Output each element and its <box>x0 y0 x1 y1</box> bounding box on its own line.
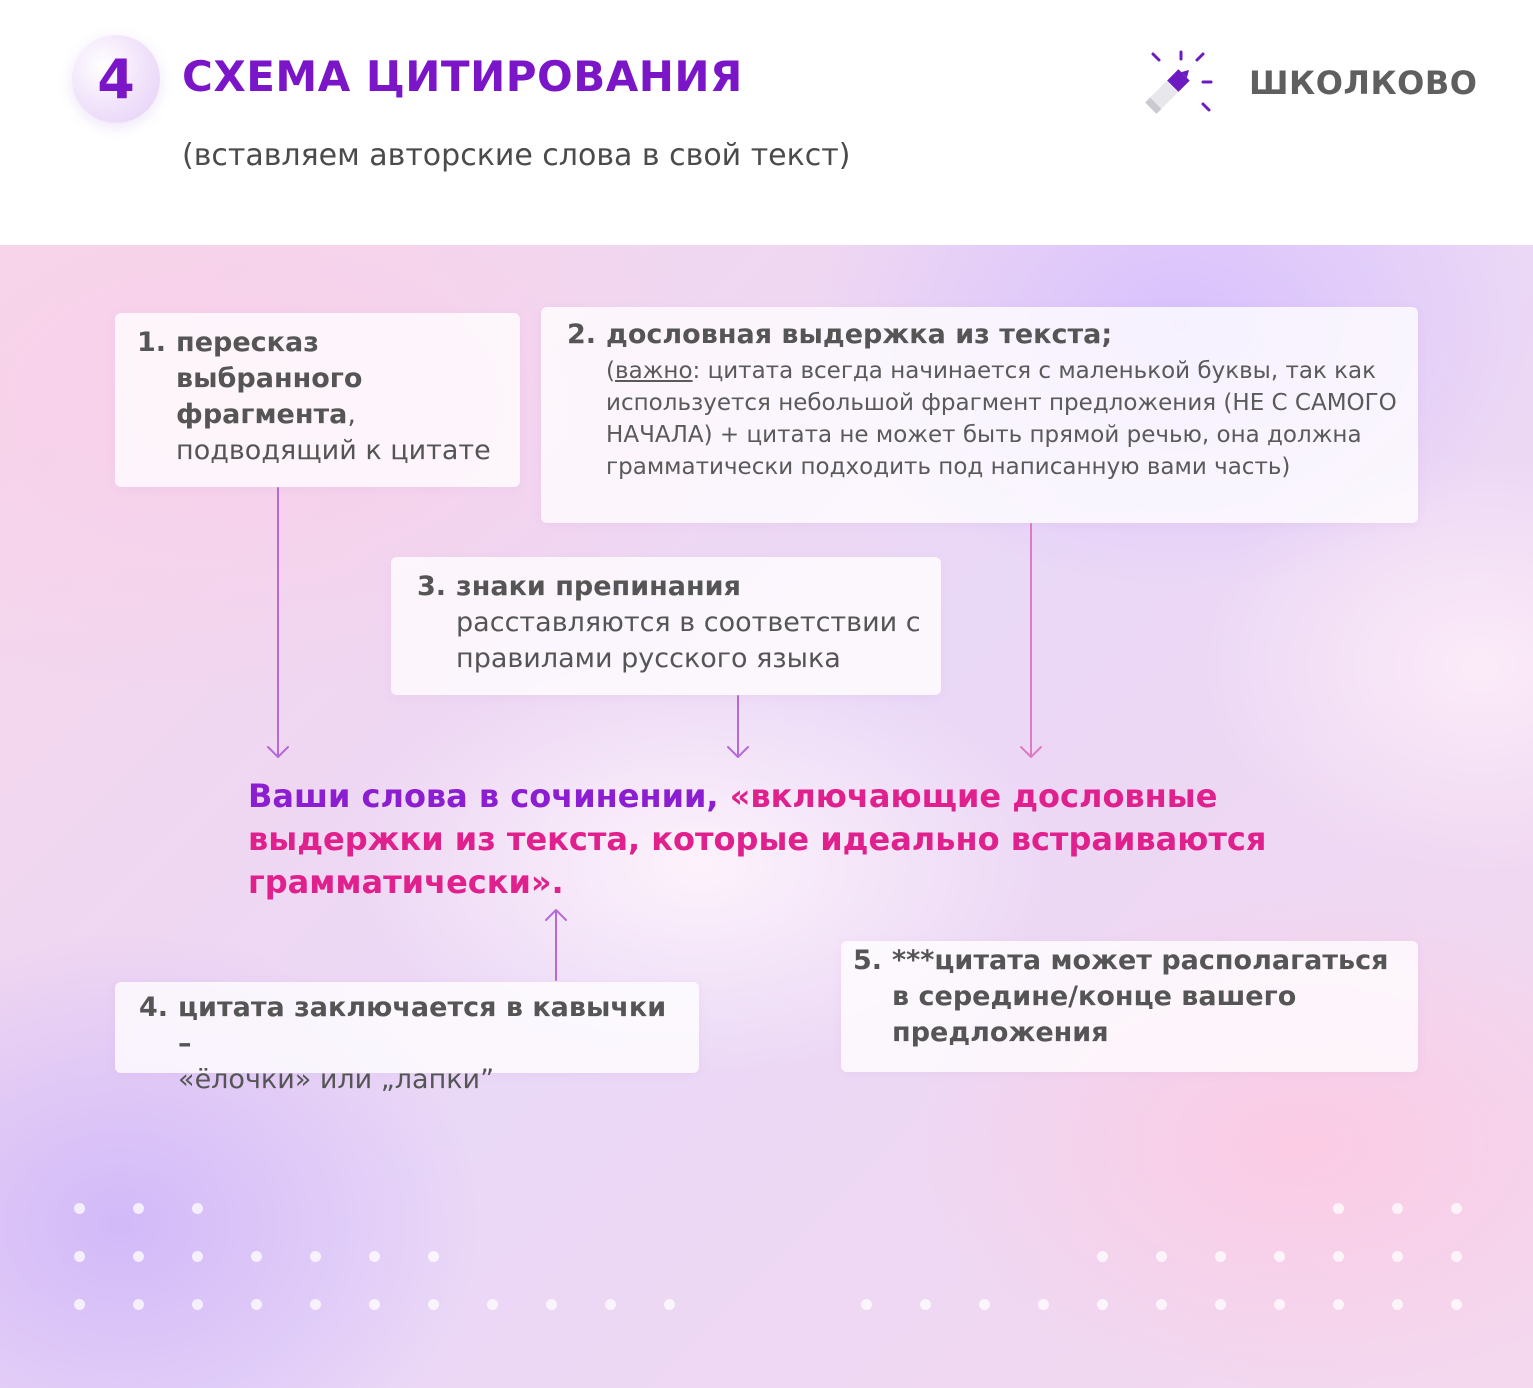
step-number-badge <box>72 35 160 123</box>
page-subtitle: (вставляем авторские слова в свой текст) <box>182 138 851 173</box>
box-1-number: 1. <box>137 327 167 358</box>
box-quotation-marks <box>115 982 699 1095</box>
box-punctuation <box>391 557 941 695</box>
box-4-text: «ёлочки» или „лапки” <box>178 1064 495 1095</box>
box-3-number: 3. <box>417 571 447 602</box>
box-3-text: расставляются в соответствии с правилами русского языка <box>456 607 921 674</box>
box-4-number: 4. <box>139 992 169 1023</box>
box-2-title: дословная выдержка из текста; <box>606 319 1113 350</box>
box-2-important-word: важно <box>615 358 693 384</box>
step-number: 4 <box>97 47 135 111</box>
box-2-note-text: : цитата всегда начинается с маленькой буквы, так как используется небольшой фрагмент предложения (НЕ С САМОГО НАЧАЛА) + цитата не может быть прямой речью, она должна грамматически подходить под написанную вами часть) <box>606 358 1397 480</box>
main-sentence-author-part: Ваши слова в сочинении, <box>248 777 730 815</box>
main-sentence-quote-part: «включающие дословные выдержки из текста, которые идеально встраиваются грамматически». <box>248 777 1267 901</box>
brand-logo <box>1145 48 1478 118</box>
box-verbatim-excerpt <box>541 307 1418 523</box>
arrow-from-box-3 <box>728 696 748 757</box>
box-5-number: 5. <box>853 945 883 976</box>
box-retelling: 1. пересказ выбранного фрагмента, подводящий к цитате <box>115 313 520 487</box>
brand-name: ШКОЛКОВО <box>1249 64 1478 102</box>
box-1-text: подводящий к цитате <box>176 435 491 466</box>
page-title: СХЕМА ЦИТИРОВАНИЯ <box>182 52 743 101</box>
box-quote-position <box>841 941 1418 1072</box>
pencil-spark-icon <box>1145 48 1225 118</box>
box-5-text: ***цитата может располагаться в середине/конце вашего предложения <box>892 945 1389 1048</box>
box-2-number: 2. <box>567 319 597 350</box>
arrow-from-box-1 <box>268 488 288 757</box>
box-4-title: цитата заключается в кавычки – <box>178 992 667 1059</box>
box-2-note: (важно: цитата всегда начинается с маленькой буквы, так как используется небольшой фрагмент предложения (НЕ С САМОГО НАЧАЛА) + цитата не может быть прямой речью, она должна грамматически подходить под написанную вами часть) <box>606 358 1397 480</box>
arrow-from-box-4 <box>546 910 566 980</box>
arrow-from-box-2 <box>1021 524 1041 757</box>
header <box>0 0 1533 245</box>
main-sentence <box>248 775 1368 904</box>
box-3-title: знаки препинания <box>456 571 741 602</box>
box-1-title: пересказ выбранного фрагмента <box>176 327 363 430</box>
diagram-panel <box>0 245 1533 1388</box>
